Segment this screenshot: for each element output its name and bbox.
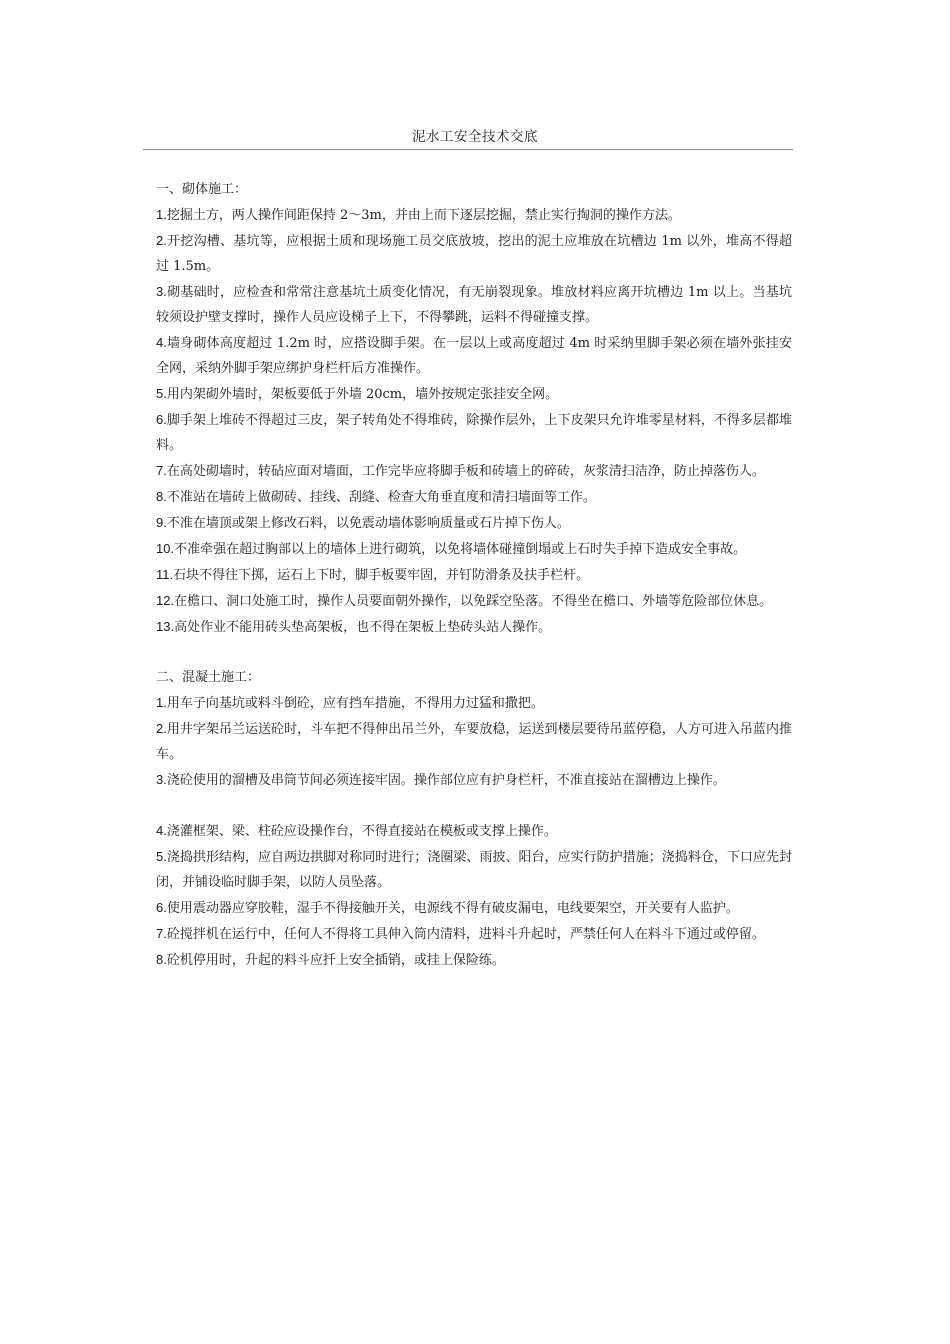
list-item: 6.脚手架上堆砖不得超过三皮，架子转角处不得堆砖，除操作层外，上下皮架只允许堆零星材料，不得多层都堆料。 (156, 412, 792, 453)
list-item: 13.高处作业不能用砖头垫高架板，也不得在架板上垫砖头站人操作。 (156, 619, 552, 635)
title-divider (143, 149, 793, 150)
list-item: 7.砼搅拌机在运行中，任何人不得将工具伸入筒内清料，进料斗升起时，严禁任何人在料斗下通过或停留。 (156, 926, 765, 942)
list-item: 4.墙身砌体高度超过 1.2m 时，应搭设脚手架。在一层以上或高度超过 4m 时采纳里脚手架必须在墙外张挂安全网，采纳外脚手架应绑护身栏杆后方准操作。 (156, 335, 792, 376)
list-item: 12.在檐口、洞口处施工时，操作人员要面朝外操作，以免踩空坠落。不得坐在檐口、外墙等危险部位休息。 (156, 593, 773, 609)
list-item: 10.不准牵强在超过胸部以上的墙体上进行砌筑，以免将墙体碰撞倒塌或上石时失手掉下造成安全事故。 (156, 541, 747, 557)
document-title: 泥水工安全技术交底 (412, 129, 538, 145)
list-item: 3.浇砼使用的溜槽及串筒节间必须连接牢固。操作部位应有护身栏杆，不准直接站在溜槽边上操作。 (156, 772, 726, 788)
list-item: 1.用车子向基坑或料斗倒砼，应有挡车措施，不得用力过猛和撒把。 (156, 695, 544, 711)
list-item: 1.挖掘土方，两人操作间距保持 2～3m，并由上而下逐层挖掘，禁止实行掏洞的操作方法。 (156, 207, 681, 223)
list-item: 2.开挖沟槽、基坑等，应根据土质和现场施工员交底放坡，挖出的泥土应堆放在坑槽边 1m 以外，堆高不得超过 1.5m。 (156, 233, 792, 274)
list-item: 4.浇灌框架、梁、柱砼应设操作台，不得直接站在模板或支撑上操作。 (156, 823, 557, 839)
section-masonry (156, 177, 792, 640)
list-item: 11.石块不得往下掷，运石上下时，脚手板要牢固，并钉防滑条及扶手栏杆。 (156, 567, 590, 583)
list-item: 5.浇捣拱形结构，应自两边拱脚对称同时进行；浇圈梁、雨披、阳台，应实行防护措施；浇捣料仓，下口应先封闭，并铺设临时脚手架，以防人员坠落。 (156, 849, 792, 890)
section-concrete (156, 665, 792, 973)
list-item: 5.用内架砌外墙时，架板要低于外墙 20cm，墙外按规定张挂安全网。 (156, 386, 559, 402)
list-item: 9.不准在墙顶或架上修改石料，以免震动墙体影响质量或石片掉下伤人。 (156, 515, 570, 531)
list-item: 8.不准站在墙砖上做砌砖、挂线、刮缝、检查大角垂直度和清扫墙面等工作。 (156, 489, 596, 505)
section-heading: 一、砌体施工： (156, 182, 248, 197)
list-item: 6.使用震动器应穿胶鞋，湿手不得接触开关，电源线不得有破皮漏电，电线要架空，开关要有人监护。 (156, 900, 739, 916)
section-spacer (156, 640, 792, 665)
list-item: 2.用井字架吊兰运送砼时，斗车把不得伸出吊兰外，车要放稳，运送到楼层要待吊蓝停稳，人方可进入吊蓝内推车。 (156, 721, 792, 762)
list-item: 7.在高处砌墙时，转砧应面对墙面，工作完毕应将脚手板和砖墙上的碎砖，灰浆清扫洁净，防止掉落伤人。 (156, 463, 765, 479)
list-item: 3.砌基础时，应检查和常常注意基坑土质变化情况，有无崩裂现象。堆放材料应离开坑槽边 1m 以上。当基坑较须设护壁支撑时，操作人员应设梯子上下，不得攀跳，运料不得碰撞支撑。 (156, 284, 792, 325)
document-body (156, 177, 792, 973)
item-spacer (156, 793, 792, 818)
section-heading: 二、混凝土施工： (156, 670, 261, 685)
list-item: 8.砼机停用时，升起的料斗应扦上安全插销，或挂上保险练。 (156, 952, 505, 968)
